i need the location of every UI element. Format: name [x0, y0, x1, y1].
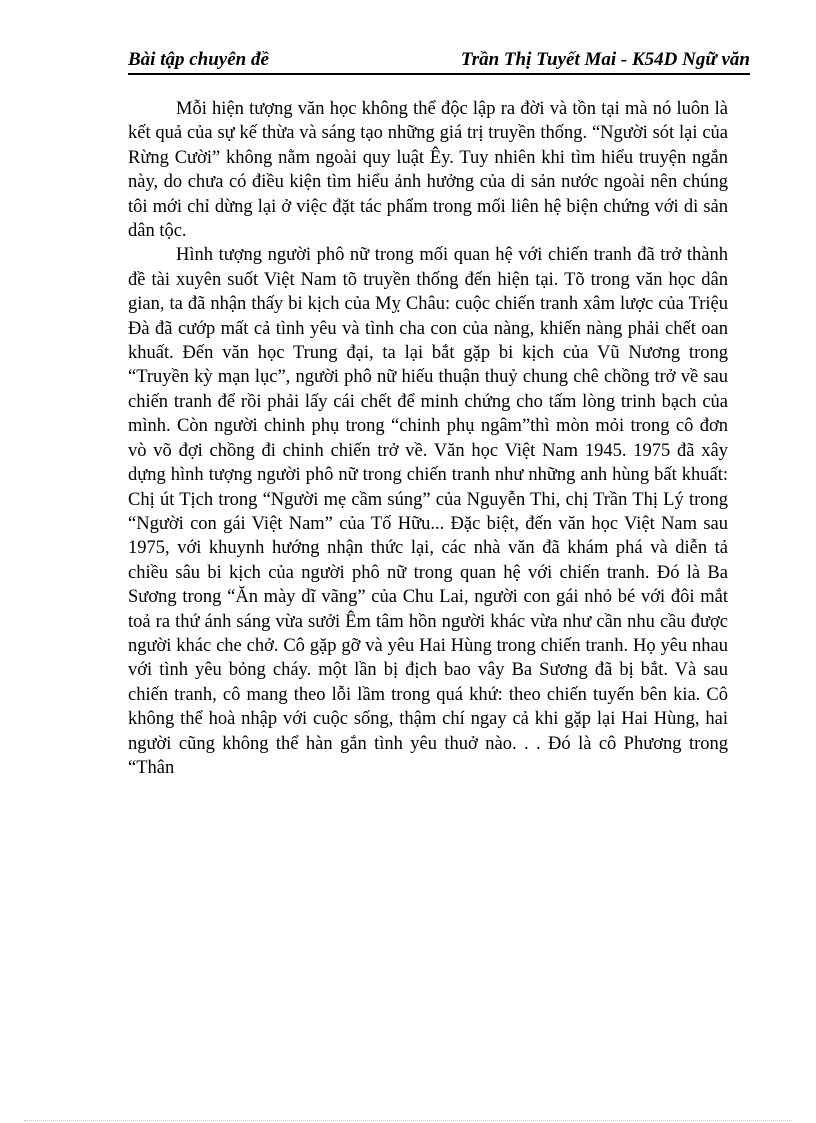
header-author: Trần Thị Tuyết Mai - K54D Ngữ văn	[460, 49, 750, 70]
document-body	[128, 97, 728, 780]
page-bottom-divider	[24, 1120, 792, 1121]
paragraph: Mỗi hiện tượng văn học không thể độc lập ra đời và tồn tại mà nó luôn là kết quả của sự kế thừa và sáng tạo những giá trị truyền thống. “Người sót lại của Rừng Cười” không nằm ngoài quy luật Êy. Tuy nhiên khi tìm hiểu truyện ngắn này, do chưa có điều kiện tìm hiểu ảnh hưởng của di sản nước ngoài nên chúng tôi mới chỉ dừng lại ở việc đặt tác phẩm trong mối liên hệ biện chứng với di sản dân tộc.	[128, 99, 728, 242]
header-course-title: Bài tập chuyên đề	[128, 49, 269, 70]
page-header	[128, 49, 750, 75]
paragraph: Hình tượng người phô nữ trong mối quan hệ với chiến tranh đã trở thành đề tài xuyên suốt Việt Nam tõ truyền thống đến hiện tại. Tõ trong văn học dân gian, ta đã nhận thấy bi kịch của Mỵ Châu: cuộc chiến tranh xâm lược của Triệu Đà đã cướp mất cả tình yêu và tình cha con của nàng, khiến nàng phải chết oan khuất. Đến văn học Trung đại, ta lại bắt gặp bi kịch của Vũ Nương trong “Truyền kỳ mạn lục”, người phô nữ hiếu thuận thuỷ chung chê chồng trở về sau chiến tranh để rồi phải lấy cái chết để minh chứng cho tấm lòng trinh bạch của mình. Còn người chinh phụ trong “chinh phụ ngâm”thì mòn mỏi trong cô đơn vò võ đợi chồng đi chinh chiến trở về. Văn học Việt Nam 1945. 1975 đã xây dựng hình tượng người phô nữ trong chiến tranh như những anh hùng bất khuất: Chị út Tịch trong “Người mẹ cầm súng” của Nguyễn Thi, chị Trần Thị Lý trong “Người con gái Việt Nam” của Tố Hữu... Đặc biệt, đến văn học Việt Nam sau 1975, với khuynh hướng nhận thức lại, các nhà văn đã khám phá và diễn tả chiều sâu bi kịch của người phô nữ trong quan hệ với chiến tranh. Đó là Ba Sương trong “Ăn mày dĩ vãng” của Chu Lai, người con gái nhỏ bé với đôi mắt toả ra thứ ánh sáng vừa sưởi Êm tâm hồn người khác vừa như cần nhu cầu được người khác che chở. Cô gặp gỡ và yêu Hai Hùng trong chiến tranh. Họ yêu nhau với tình yêu bỏng cháy. một lần bị địch bao vây Ba Sương đã bị bắt. Và sau chiến tranh, cô mang theo lỗi lầm trong quá khứ: theo chiến tuyến bên kia. Cô không thể hoà nhập với cuộc sống, thậm chí ngay cả khi gặp lại Hai Hùng, hai người cũng không thể hàn gắn tình yêu thuở nào. . . Đó là cô Phương trong “Thân	[128, 245, 728, 778]
